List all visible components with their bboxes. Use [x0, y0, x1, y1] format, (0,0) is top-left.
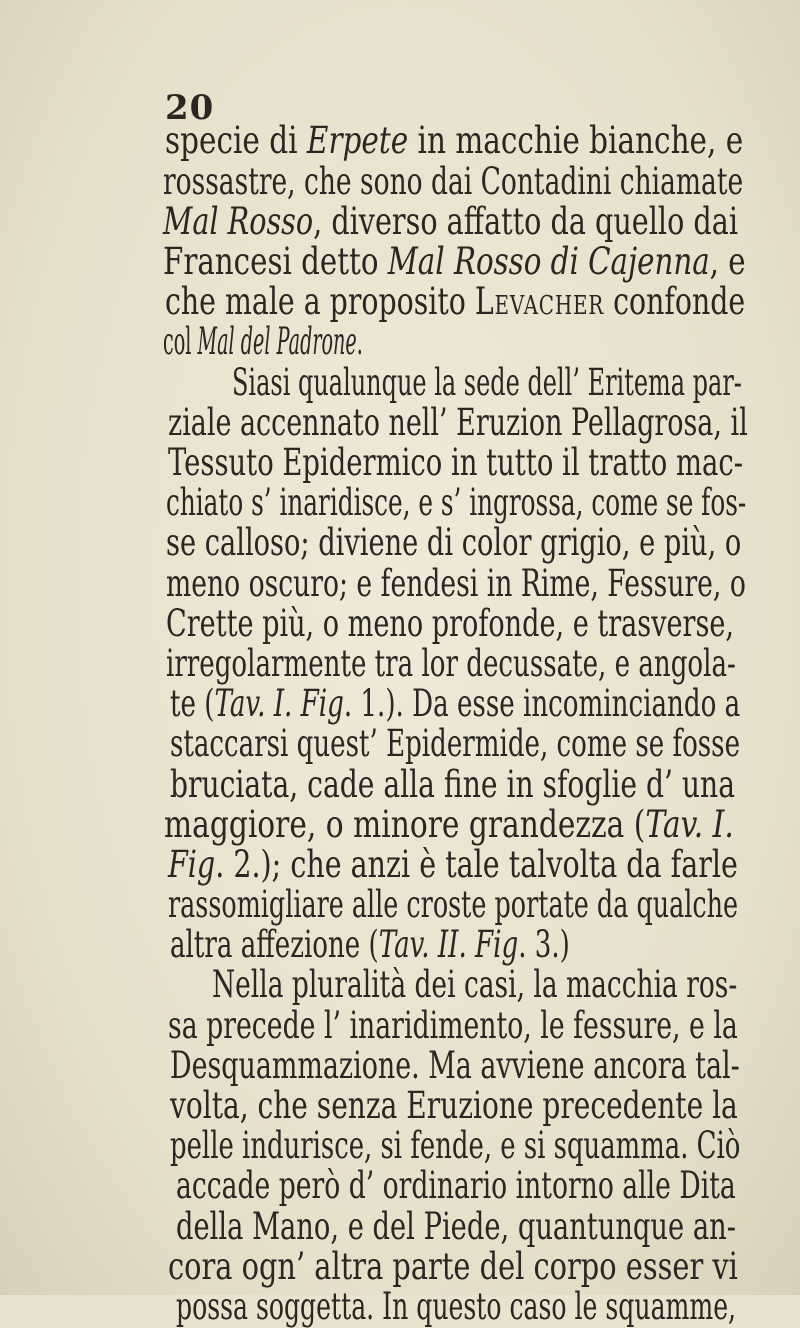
text-line [163, 241, 746, 283]
page-number: 20 [165, 88, 215, 128]
text-line [166, 522, 741, 564]
text-run: Fig [168, 843, 216, 886]
text-line [168, 1005, 738, 1047]
text-run: . 2.); che anzi è tale talvolta da farle [215, 843, 738, 886]
text-run: cora ogn’ altra parte del corpo esser vi [168, 1245, 738, 1288]
text-run: Mal Rosso [163, 200, 314, 243]
text-run: col [163, 320, 198, 363]
text-run: irregolarmente tra lor decussate, e angola- [166, 642, 736, 685]
text-line [168, 844, 738, 886]
text-run: ziale accennato nell’ Eruzion Pellagrosa, il [168, 401, 748, 444]
text-run: Tessuto Epidermico in tutto il tratto mac- [168, 441, 744, 484]
text-line [163, 161, 743, 203]
text-run: se calloso; diviene di color grigio, e più, o [166, 521, 742, 564]
text-line [170, 764, 735, 806]
text-run: Siasi qualunque la sede dell’ Eritema par- [232, 361, 742, 404]
text-run: rossastre, che sono dai Contadini chiamate [163, 160, 744, 203]
text-run: specie di [165, 119, 307, 162]
text-line [166, 563, 746, 605]
text-run: Tav. I. [645, 803, 734, 846]
text-line [168, 884, 738, 926]
text-run: . 3.) [518, 923, 570, 966]
text-line [170, 683, 740, 725]
text-line [176, 1286, 736, 1328]
text-run: Tav. II. Fig [378, 923, 519, 966]
text-line [170, 1045, 740, 1087]
text-run: chiato s’ inaridisce, e s’ ingrossa, come se fos- [166, 481, 747, 524]
text-line [166, 643, 736, 685]
text-line [164, 804, 734, 846]
text-run: Crette più, o meno profonde, e trasverse, [166, 602, 735, 645]
text-line [166, 603, 734, 645]
text-run: Levacher [474, 280, 605, 323]
text-line [176, 1165, 736, 1207]
text-line [232, 362, 742, 404]
text-run: Francesi detto [163, 240, 388, 283]
text-line [163, 201, 738, 243]
text-run: sa precede l’ inaridimento, le fessure, e la [168, 1004, 738, 1047]
text-run: . 1.). Da esse incominciando a [343, 682, 741, 725]
text-run: te ( [170, 682, 215, 725]
text-run: bruciata, cade alla fine in sfoglie d’ una [170, 763, 735, 806]
text-run: volta, che senza Eruzione precedente la [170, 1084, 738, 1127]
text-line [176, 1206, 736, 1248]
text-run: pelle indurisce, si fende, e si squamma. Ciò [170, 1124, 741, 1167]
text-line [165, 120, 743, 162]
text-run: che male a proposito [165, 280, 475, 323]
text-run: , diverso affatto da quello dai [313, 200, 738, 243]
text-line [168, 442, 743, 484]
text-line [168, 1246, 738, 1288]
text-run: . [356, 320, 363, 363]
text-run: Nella pluralità dei casi, la macchia ros- [212, 963, 738, 1006]
text-line [170, 1085, 738, 1127]
text-run: Tav. I. Fig [214, 682, 344, 725]
text-line [170, 924, 570, 966]
text-run: Erpete [306, 119, 409, 162]
text-run: Mal Rosso di Cajenna [387, 240, 710, 283]
text-line [163, 321, 363, 363]
text-run: Desquammazione. Ma avviene ancora tal- [170, 1044, 740, 1087]
text-run: altra affezione ( [170, 923, 379, 966]
text-run: Mal del Padrone [197, 320, 357, 363]
text-run: rassomigliare alle croste portate da qualche [168, 883, 739, 926]
text-run: confonde [604, 280, 746, 323]
text-run: accade però d’ ordinario intorno alle Dita [176, 1164, 736, 1207]
text-line [168, 402, 748, 444]
text-line [170, 723, 740, 765]
text-run: possa soggetta. In questo caso le squamme, [176, 1285, 737, 1328]
text-line [170, 1125, 740, 1167]
text-run: meno oscuro; e fendesi in Rime, Fessure, o [166, 562, 746, 605]
text-run: della Mano, e del Piede, quantunque an- [176, 1205, 736, 1248]
text-run: in macchie bianche, e [408, 119, 744, 162]
text-line [166, 482, 746, 524]
text-run: staccarsi quest’ Epidermide, come se fosse [170, 722, 741, 765]
text-line [165, 281, 745, 323]
text-run: , e [709, 240, 746, 283]
text-run: maggiore, o minore grandezza ( [164, 803, 646, 846]
text-line [212, 964, 737, 1006]
